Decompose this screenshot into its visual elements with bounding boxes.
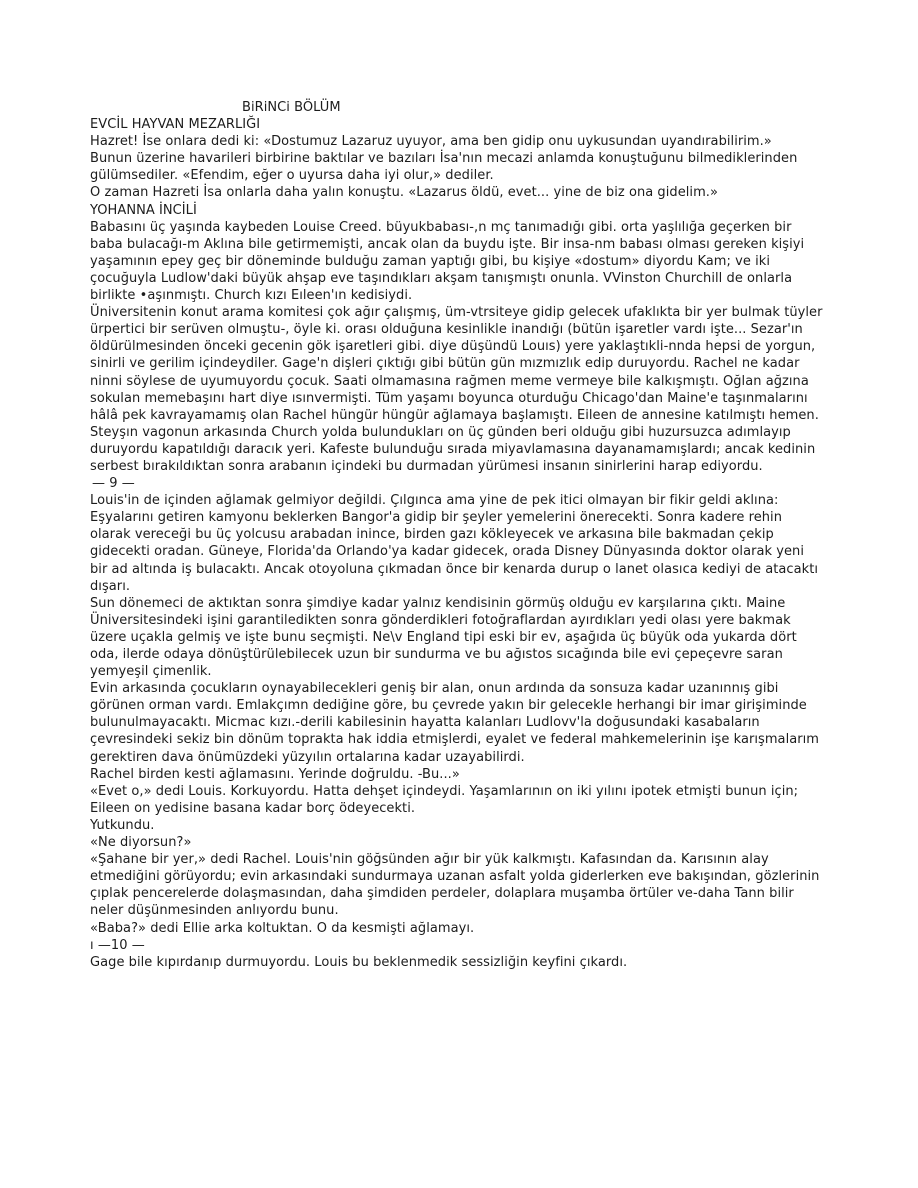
body-paragraph: Louis'in de içinden ağlamak gelmiyor değildi. Çılgınca ama yine de pek itici olmayan bir fikir geldi aklına: Eşyalarını getiren kamyonu beklerken Bangor'a gidip bir şeyler yemelerini önerecekti. Sonra kadere rehin olarak vereceği bu üç yolcusu arabadan inince, birden gazı kökleyecek ve arkasına bile bakmadan çekip gidecekti oradan. Güneye, Florida'da Orlando'ya kadar gidecek, orada Disney Dünyasında doktor olarak yeni bir ad altında iş bulacaktı. Ancak otoyoluna çıkmadan önce bir kenarda durup o lanet olasıca kediyi de atacaktı dışarı. bbox=[90, 493, 819, 594]
body-paragraph: Rachel birden kesti ağlamasını. Yerinde doğruldu. -Bu...» bbox=[90, 766, 460, 782]
page-number: — 9 — bbox=[92, 476, 135, 492]
epigraph-paragraph: Bunun üzerine havarileri birbirine baktılar ve bazıları İsa'nın mecazi anlamda konuştuğunu bilmediklerinden gülümsediler. «Efendim, eğer o uyursa daha iyi olur,» dediler. bbox=[90, 151, 798, 184]
body-paragraph: Sun dönemeci de aktıktan sonra şimdiye kadar yalnız kendisinin görmüş olduğu ev karşılarına çıktı. Maine Üniversitesindeki işini garantiledikten sonra gönderdikleri fotoğraflardan ayırdıkları yedi olası yere bakmak üzere uçakla gelmiş ve işte bunu seçmişti. Ne\v England tipi eski bir ev, aşağıda üç büyük oda yukarda dört oda, ilerde odaya dönüştürülebilecek uzun bir sundurma ve bu ağıstos sıcağında bile evi çepeçevre saran yemyeşil çimenlik. bbox=[90, 595, 797, 680]
body-paragraph: «Ne diyorsun?» bbox=[90, 835, 192, 851]
epigraph-source: YOHANNA İNCİLİ bbox=[90, 202, 197, 218]
epigraph-paragraph: O zaman Hazreti İsa onlarla daha yalın konuştu. «Lazarus öldü, evet... yine de biz ona gidelim.» bbox=[90, 185, 718, 201]
body-paragraph: Babasını üç yaşında kaybeden Louise Creed. büyukbabası-,n mç tanımadığı gibi. orta yaşlılığa geçerken bir baba bulacağı-m Aklına bile getirmemişti, ancak olan da buydu işte. Bir insa-nm babası olması gereken kişiyi yaşamının epey geç bir döneminde bulduğu zaman yaptığı gibi, bu kişiye «dostum» diyordu Kam; ve iki çocuğuyla Ludlow'daki büyük ahşap eve taşındıkları akşam tanışmıştı onunla. VVinston Churchill de onlarla birlikte •aşınmıştı. Church kızı Eıleen'ın kedisiydi. bbox=[90, 219, 805, 304]
body-paragraph: Evin arkasında çocukların oynayabilecekleri geniş bir alan, onun ardında da sonsuza kadar uzanınnış gibi görünen orman vardı. Emlakçımn dediğine göre, bu çevrede yakın bir gelecekle herhangi bir imar girişiminde bulunulmayacaktı. Micmac kızı.-derili kabilesinin hayatta kalanları Ludlovv'la doğusundaki kasabaların çevresindeki sekiz bin dönüm toprakta hak iddia etmişlerdi, eyalet ve federal mahkemelerinin işe karışmalarım gerektiren dava önümüzdeki yüzyılın ortalarına kadar uzayabilirdi. bbox=[90, 681, 820, 765]
body-paragraph: Üniversitenin konut arama komitesi çok ağır çalışmış, üm-vtrsiteye gidip gelecek ufaklıkta bir yer bulmak tüyler ürpertici bir serüven olmuştu-, öyle ki. orası olduğuna kesinlikle inandığı (bütün işaretler vardı işte... Sezar'ın öldürülmesinden önceki gecenin gök işaretleri gibi. diye düşündü Louıs) yere yaklaştıkli-nnda hepsi de yorgun, sinirli ve gerilim içindeydiler. Gage'n dişleri çıktığı gibi bütün gün mızmızlık edip duruyordu. Rachel ne kadar ninni söylese de uyumuyordu çocuk. Saati olmamasına rağmen meme vermeye bile kalkışmıştı. Oğlan ağzına sokulan memebaşını hart diye ısınvermişti. Tüm yaşamı boyunca oturduğu Chicago'dan Maine'e taşınmalarını hâlâ pek kavrayamamış olan Rachel hüngür hüngür ağlamaya başlamıştı. Eileen de annesine katılmıştı hemen. Steyşın vagonun arkasında Church yolda bulundukları on üç günden beri olduğu gibi huzursuzca adımlayıp duruyordu kapatıldığı daracık yeri. Kafeste bulunduğu sırada miyavlamasına dayanamamışlardı; ancak kedinin serbest bırakıldıktan sonra arabanın içindeki bu durmadan yürümesi insanın sinirlerini harap ediyordu. bbox=[90, 305, 823, 474]
body-paragraph: Gage bile kıpırdanıp durmuyordu. Louis bu beklenmedik sessizliğin keyfini çıkardı. bbox=[90, 954, 628, 970]
body-paragraph: «Baba?» dedi Ellie arka koltuktan. O da kesmişti ağlamayı. bbox=[90, 920, 475, 936]
body-paragraph: «Şahane bir yer,» dedi Rachel. Louis'nin göğsünden ağır bir yük kalkmıştı. Kafasından da. Karısının alay etmediğini görüyordu; evin arkasındaki sundurmaya uzanan asfalt yolda giderlerken eve bakışından, gözlerinin çıplak pencerelerde dolaşmasından, daha şimdiden perdeler, dolaplara muşamba örtüler ve-daha Tann bilir neler düşünmesinden anlıyordu bunu. bbox=[90, 852, 820, 919]
epigraph-paragraph: Hazret! İse onlara dedi ki: «Dostumuz Lazaruz uyuyor, ama ben gidip onu uykusundan uyandırabilirim.» bbox=[90, 134, 772, 150]
document-body bbox=[90, 99, 825, 971]
chapter-heading: BiRiNCi BÖLÜM bbox=[242, 100, 341, 115]
body-paragraph: «Evet o,» dedi Louis. Korkuyordu. Hatta dehşet içindeydi. Yaşamlarının on iki yılını ipotek etmişti bunun için; Eileen on yedisine basana kadar borç ödeyecekti. bbox=[90, 783, 799, 816]
page-number: ı —10 — bbox=[90, 937, 145, 953]
body-paragraph: Yutkundu. bbox=[90, 817, 155, 833]
section-title: EVCİL HAYVAN MEZARLIĞI bbox=[90, 117, 261, 133]
